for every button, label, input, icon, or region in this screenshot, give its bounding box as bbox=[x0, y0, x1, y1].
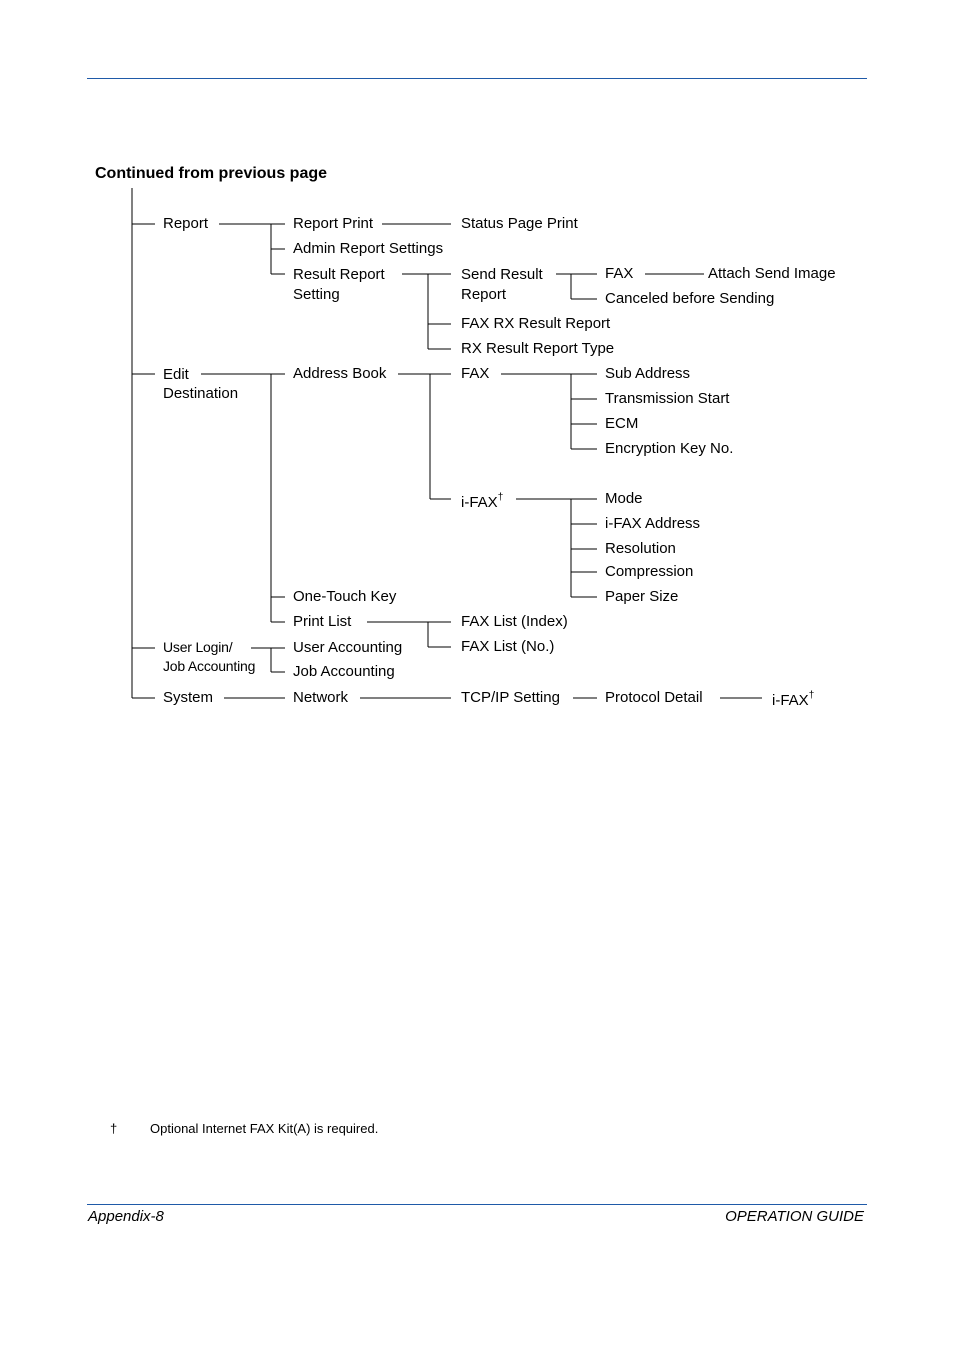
node-address-book: Address Book bbox=[293, 365, 387, 382]
node-sub-address: Sub Address bbox=[605, 365, 691, 382]
dagger-mark: † bbox=[497, 492, 504, 503]
node-attach-send-image: Attach Send Image bbox=[708, 265, 836, 282]
node-resolution: Resolution bbox=[605, 540, 676, 557]
node-ifax-protocol-label: i-FAX bbox=[772, 692, 809, 709]
node-send-result-report-line1: Send Result bbox=[461, 266, 543, 283]
node-fax-rx-result-report: FAX RX Result Report bbox=[461, 315, 611, 332]
node-job-accounting: Job Accounting bbox=[293, 663, 395, 680]
node-tcpip-setting: TCP/IP Setting bbox=[461, 689, 560, 706]
node-encryption-key-no: Encryption Key No. bbox=[605, 440, 734, 457]
node-fax-result: FAX bbox=[605, 265, 634, 282]
node-paper-size: Paper Size bbox=[605, 588, 679, 605]
footnote-mark: † bbox=[110, 1121, 118, 1136]
node-edit-destination-line2: Destination bbox=[163, 385, 239, 402]
node-admin-report-settings: Admin Report Settings bbox=[293, 240, 444, 257]
footer-page-label: Appendix-8 bbox=[88, 1208, 164, 1225]
node-ecm: ECM bbox=[605, 415, 639, 432]
node-result-report-setting-line2: Setting bbox=[293, 286, 340, 303]
node-result-report-setting-line1: Result Report bbox=[293, 266, 385, 283]
node-mode: Mode bbox=[605, 490, 643, 507]
node-protocol-detail: Protocol Detail bbox=[605, 689, 703, 706]
node-network: Network bbox=[293, 689, 349, 706]
node-edit-destination-line1: Edit bbox=[163, 366, 189, 383]
continued-heading: Continued from previous page bbox=[95, 165, 328, 182]
node-transmission-start: Transmission Start bbox=[605, 390, 730, 407]
node-user-login-line2: Job Accounting bbox=[163, 658, 256, 674]
node-ifax-address: i-FAX Address bbox=[605, 515, 701, 532]
node-compression: Compression bbox=[605, 563, 694, 580]
footnote-text: Optional Internet FAX Kit(A) is required. bbox=[150, 1121, 379, 1136]
footer-guide-title: OPERATION GUIDE bbox=[725, 1208, 864, 1225]
node-status-page-print: Status Page Print bbox=[461, 215, 578, 232]
node-ifax-protocol bbox=[772, 692, 814, 710]
node-user-accounting: User Accounting bbox=[293, 639, 403, 656]
node-send-result-report-line2: Report bbox=[461, 286, 507, 303]
node-fax-address-book: FAX bbox=[461, 365, 490, 382]
dagger-mark: † bbox=[808, 690, 815, 701]
node-one-touch-key: One-Touch Key bbox=[293, 588, 397, 605]
node-user-login-line1: User Login/ bbox=[163, 639, 233, 655]
node-ifax-label: i-FAX bbox=[461, 494, 498, 511]
node-report-print: Report Print bbox=[293, 215, 374, 232]
node-print-list: Print List bbox=[293, 613, 352, 630]
footer-rule bbox=[87, 1204, 867, 1205]
node-fax-list-index: FAX List (Index) bbox=[461, 613, 568, 630]
node-ifax-address-book bbox=[461, 494, 503, 512]
node-system: System bbox=[163, 689, 214, 706]
node-report: Report bbox=[163, 215, 209, 232]
node-fax-list-no: FAX List (No.) bbox=[461, 638, 555, 655]
node-canceled-before-sending: Canceled before Sending bbox=[605, 290, 775, 307]
node-rx-result-report-type: RX Result Report Type bbox=[461, 340, 615, 357]
